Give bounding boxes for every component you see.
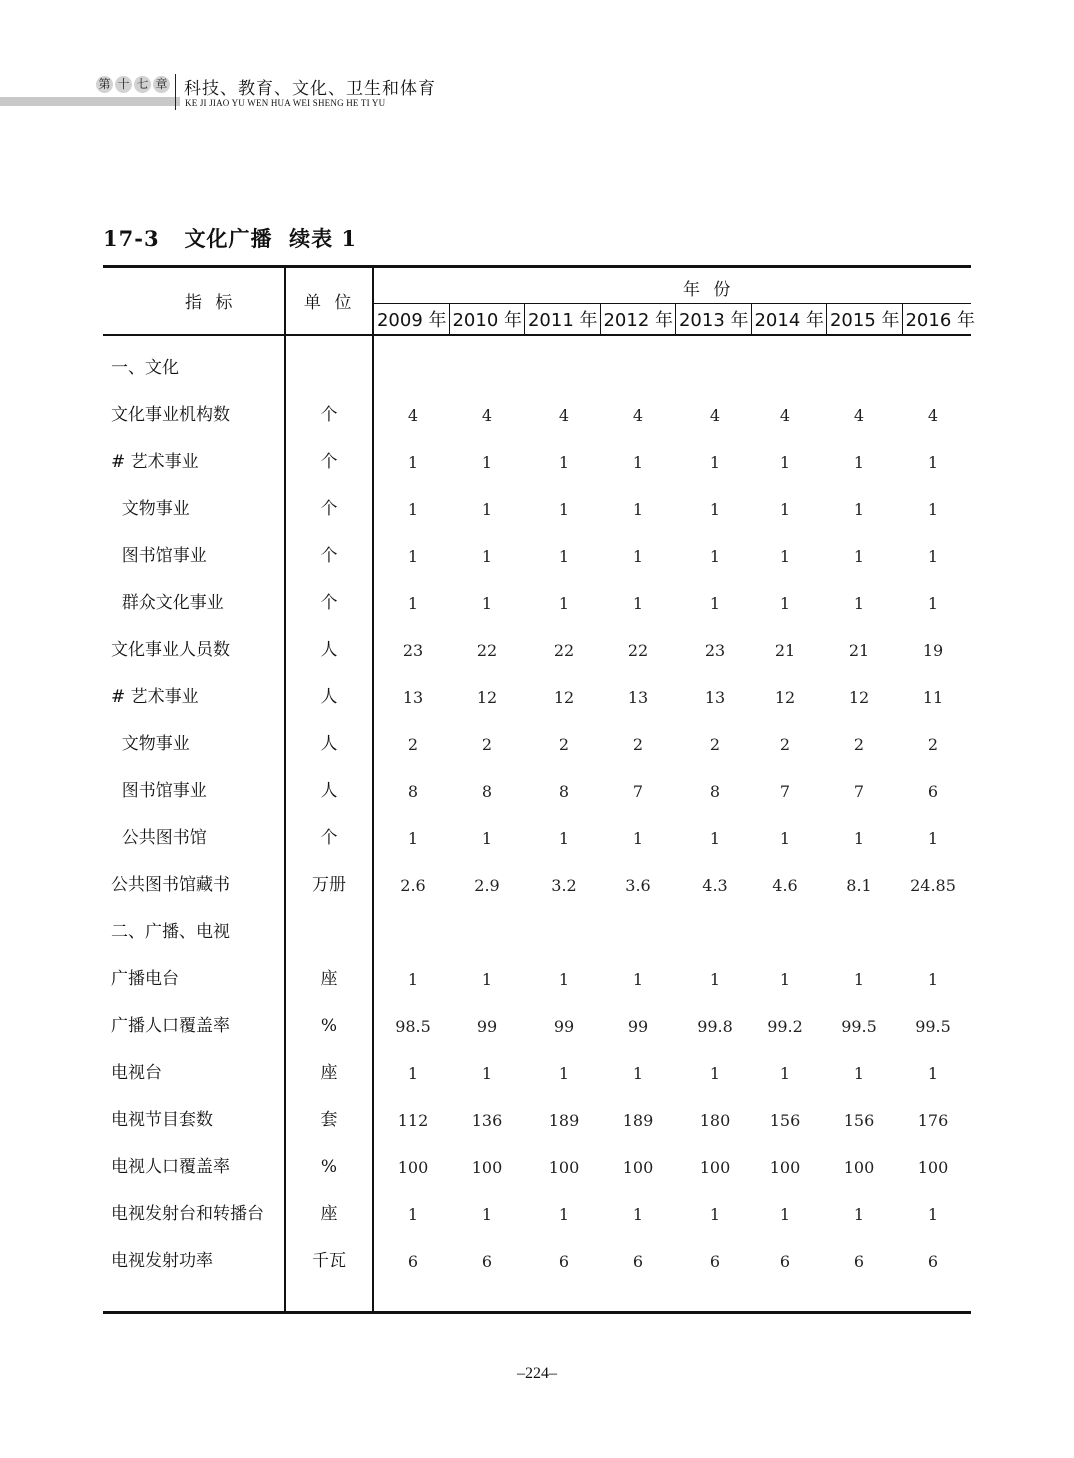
row-label: 文物事业 — [111, 734, 190, 754]
table-cell: 156 — [769, 1111, 801, 1130]
table-cell: 1 — [927, 1205, 939, 1224]
table-cell: 1 — [709, 1205, 721, 1224]
table-row — [103, 674, 971, 721]
table-cell: 1 — [558, 500, 570, 519]
indicator-header: 指 标 — [185, 293, 237, 313]
table-cell: 13 — [627, 688, 649, 707]
table-cell: 100 — [843, 1158, 875, 1177]
table-cell: 8.1 — [846, 876, 872, 895]
table-cell: 21 — [848, 641, 870, 660]
year-header: 2010 年 — [452, 310, 523, 331]
chapter-char: 第 — [96, 76, 113, 93]
table-cell: 1 — [927, 970, 939, 989]
table-cell: 99.8 — [697, 1017, 733, 1036]
table-cell: 8 — [481, 782, 493, 801]
row-unit: 人 — [320, 640, 338, 660]
table-cell: 99 — [553, 1017, 575, 1036]
unit-header: 单 位 — [304, 293, 356, 313]
table-cell: 1 — [481, 500, 493, 519]
page-number: –224– — [517, 1365, 557, 1382]
table-cell: 1 — [558, 1064, 570, 1083]
table-cell: 1 — [779, 453, 791, 472]
table-cell — [679, 909, 751, 956]
row-unit: 万册 — [312, 875, 346, 895]
table-cell: 176 — [917, 1111, 949, 1130]
table-cell: 1 — [407, 1064, 419, 1083]
table-cell: 1 — [481, 829, 493, 848]
row-unit — [285, 345, 373, 392]
table-cell: 1 — [709, 829, 721, 848]
row-unit: 座 — [320, 1204, 338, 1224]
table-cell: 13 — [704, 688, 726, 707]
row-label: 文物事业 — [111, 499, 190, 519]
table-cell: 7 — [632, 782, 644, 801]
table-cell: 12 — [476, 688, 498, 707]
row-unit: 座 — [320, 969, 338, 989]
table-cell: 1 — [709, 1064, 721, 1083]
year-header: 2012 年 — [603, 310, 674, 331]
table-cell: 1 — [779, 970, 791, 989]
table-cell: 100 — [769, 1158, 801, 1177]
row-label: 公共图书馆 — [111, 828, 207, 848]
table-cell: 1 — [779, 829, 791, 848]
table-cell: 1 — [927, 594, 939, 613]
row-label: 电视节目套数 — [111, 1110, 213, 1130]
table-cell: 4 — [779, 406, 791, 425]
table-cell: 1 — [558, 453, 570, 472]
table-cell: 6 — [779, 1252, 791, 1271]
table-cell: 8 — [407, 782, 419, 801]
table-cell: 189 — [622, 1111, 654, 1130]
row-unit: 个 — [320, 593, 338, 613]
table-cell: 156 — [843, 1111, 875, 1130]
table-cell: 1 — [853, 500, 865, 519]
table-cell: 4 — [927, 406, 939, 425]
table-cell: 1 — [407, 970, 419, 989]
table-cell: 1 — [853, 970, 865, 989]
table-cell: 4.6 — [772, 876, 798, 895]
row-label: 电视发射功率 — [111, 1251, 213, 1271]
table-cell: 1 — [709, 547, 721, 566]
table-cell: 6 — [927, 782, 939, 801]
table-cell: 6 — [709, 1252, 721, 1271]
table-row — [103, 1238, 971, 1285]
row-label: # 艺术事业 — [111, 687, 199, 707]
table-row — [103, 1144, 971, 1191]
table-row — [103, 486, 971, 533]
table-cell: 98.5 — [395, 1017, 431, 1036]
table-cell: 1 — [927, 500, 939, 519]
table-cell: 4 — [558, 406, 570, 425]
table-cell: 99.5 — [915, 1017, 951, 1036]
table-cell: 1 — [779, 1064, 791, 1083]
table-cell: 2 — [407, 735, 419, 754]
table-title: 17-3 文化广播 续表 1 — [103, 226, 358, 251]
table-cell: 6 — [558, 1252, 570, 1271]
table-cell: 22 — [476, 641, 498, 660]
table-row — [103, 392, 971, 439]
table-cell: 1 — [632, 1205, 644, 1224]
row-label: 文化事业机构数 — [111, 405, 230, 425]
table-cell — [823, 909, 895, 956]
table-cell — [528, 345, 600, 392]
row-label: 广播电台 — [111, 969, 179, 989]
year-header: 2016 年 — [905, 310, 976, 331]
table-cell: 1 — [481, 594, 493, 613]
table-cell: 1 — [632, 970, 644, 989]
table-cell: 1 — [853, 594, 865, 613]
table-cell — [602, 345, 674, 392]
table-cell: 100 — [917, 1158, 949, 1177]
table-cell: 136 — [471, 1111, 503, 1130]
table-cell: 1 — [779, 500, 791, 519]
table-row — [103, 721, 971, 768]
row-unit: 千瓦 — [312, 1251, 346, 1271]
table-cell: 1 — [481, 547, 493, 566]
chapter-char: 七 — [134, 76, 151, 93]
table-cell: 3.2 — [551, 876, 577, 895]
table-cell: 11 — [922, 688, 944, 707]
table-row — [103, 1003, 971, 1050]
table-cell: 6 — [481, 1252, 493, 1271]
row-label: 图书馆事业 — [111, 781, 207, 801]
table-cell: 22 — [553, 641, 575, 660]
table-row — [103, 956, 971, 1003]
table-cell: 8 — [709, 782, 721, 801]
table-cell: 1 — [853, 1205, 865, 1224]
table-row — [103, 580, 971, 627]
row-unit: 个 — [320, 546, 338, 566]
table-cell: 12 — [553, 688, 575, 707]
table-cell: 12 — [848, 688, 870, 707]
chapter-badge — [96, 76, 170, 93]
row-unit: 人 — [320, 781, 338, 801]
row-unit — [285, 909, 373, 956]
header-divider — [175, 74, 176, 110]
table-row — [103, 1050, 971, 1097]
row-unit: 套 — [320, 1110, 338, 1130]
table-cell: 1 — [853, 547, 865, 566]
row-unit: 个 — [320, 828, 338, 848]
table-cell — [451, 345, 523, 392]
table-cell: 1 — [853, 453, 865, 472]
table-cell — [377, 909, 449, 956]
table-cell: 100 — [397, 1158, 429, 1177]
table-row — [103, 815, 971, 862]
year-header: 2014 年 — [754, 310, 825, 331]
table-cell: 8 — [558, 782, 570, 801]
table-row — [103, 533, 971, 580]
table-cell: 1 — [481, 453, 493, 472]
header-gray-bar — [0, 97, 180, 106]
table-cell: 13 — [402, 688, 424, 707]
table-cell: 1 — [779, 594, 791, 613]
year-header: 2015 年 — [829, 310, 900, 331]
row-unit: 个 — [320, 452, 338, 472]
table-cell: 1 — [927, 1064, 939, 1083]
table-cell — [897, 345, 969, 392]
chapter-char: 十 — [115, 76, 132, 93]
year-group-header: 年 份 — [683, 280, 735, 300]
table-cell: 1 — [558, 1205, 570, 1224]
row-label: 图书馆事业 — [111, 546, 207, 566]
table-cell: 24.85 — [910, 876, 956, 895]
row-label: 一、文化 — [111, 358, 179, 378]
table-row — [103, 1191, 971, 1238]
table-cell: 1 — [779, 547, 791, 566]
table-cell: 21 — [774, 641, 796, 660]
table-cell: 19 — [922, 641, 944, 660]
table-cell: 2 — [632, 735, 644, 754]
table-cell: 7 — [853, 782, 865, 801]
table-cell: 4 — [481, 406, 493, 425]
table-cell — [528, 909, 600, 956]
table-cell: 1 — [558, 594, 570, 613]
row-unit: 座 — [320, 1063, 338, 1083]
table-cell: 4 — [407, 406, 419, 425]
table-cell: 2 — [779, 735, 791, 754]
table-cell: 1 — [407, 453, 419, 472]
table-cell: 100 — [622, 1158, 654, 1177]
table-bottom-rule — [103, 1311, 971, 1314]
table-cell: 1 — [481, 1205, 493, 1224]
row-unit: 人 — [320, 687, 338, 707]
table-cell: 1 — [632, 594, 644, 613]
year-header: 2011 年 — [527, 310, 598, 331]
row-unit: 个 — [320, 405, 338, 425]
table-cell — [749, 909, 821, 956]
row-label: 广播人口覆盖率 — [111, 1016, 230, 1036]
table-cell: 2 — [853, 735, 865, 754]
table-cell: 1 — [779, 1205, 791, 1224]
table-row — [103, 862, 971, 909]
table-cell: 1 — [558, 547, 570, 566]
table-cell: 4.3 — [702, 876, 728, 895]
table-cell: 112 — [397, 1111, 429, 1130]
table-cell: 1 — [407, 547, 419, 566]
table-top-rule — [103, 265, 971, 268]
table-cell — [377, 345, 449, 392]
row-label: 电视发射台和转播台 — [111, 1204, 264, 1224]
table-cell: 1 — [927, 547, 939, 566]
table-cell — [823, 345, 895, 392]
year-group-rule — [372, 303, 971, 304]
table-cell: 2.6 — [400, 876, 426, 895]
row-label: 文化事业人员数 — [111, 640, 230, 660]
table-cell: 2 — [481, 735, 493, 754]
table-cell: 1 — [632, 829, 644, 848]
year-header: 2009 年 — [376, 310, 447, 331]
table-row — [103, 1097, 971, 1144]
table-cell: 4 — [709, 406, 721, 425]
table-cell: 1 — [709, 453, 721, 472]
table-cell: 4 — [853, 406, 865, 425]
table-cell: 1 — [407, 594, 419, 613]
table-cell: 7 — [779, 782, 791, 801]
row-unit: 人 — [320, 734, 338, 754]
table-cell: 4 — [632, 406, 644, 425]
table-cell: 3.6 — [625, 876, 651, 895]
table-cell: 2 — [558, 735, 570, 754]
table-cell: 2.9 — [474, 876, 500, 895]
table-cell: 189 — [548, 1111, 580, 1130]
row-unit: % — [320, 1157, 338, 1177]
table-cell: 100 — [471, 1158, 503, 1177]
table-cell: 1 — [558, 829, 570, 848]
table-cell: 1 — [481, 1064, 493, 1083]
table-cell: 2 — [927, 735, 939, 754]
year-header: 2013 年 — [678, 310, 749, 331]
row-label: # 艺术事业 — [111, 452, 199, 472]
chapter-title: 科技、教育、文化、卫生和体育 — [184, 79, 436, 99]
row-label: 群众文化事业 — [111, 593, 224, 613]
table-cell: 12 — [774, 688, 796, 707]
table-cell: 1 — [632, 500, 644, 519]
table-cell: 1 — [481, 970, 493, 989]
table-cell: 1 — [632, 453, 644, 472]
table-cell: 23 — [402, 641, 424, 660]
table-cell: 6 — [632, 1252, 644, 1271]
table-cell — [602, 909, 674, 956]
table-cell: 1 — [927, 829, 939, 848]
table-cell: 1 — [632, 547, 644, 566]
row-unit: % — [320, 1016, 338, 1036]
row-label: 电视台 — [111, 1063, 162, 1083]
table-row — [103, 439, 971, 486]
table-cell: 2 — [709, 735, 721, 754]
table-cell — [897, 909, 969, 956]
table-cell: 23 — [704, 641, 726, 660]
table-cell: 1 — [709, 594, 721, 613]
table-cell: 1 — [709, 970, 721, 989]
table-cell: 1 — [407, 1205, 419, 1224]
table-cell: 99 — [476, 1017, 498, 1036]
table-cell: 180 — [699, 1111, 731, 1130]
table-cell: 1 — [927, 453, 939, 472]
table-cell: 1 — [709, 500, 721, 519]
table-cell: 1 — [407, 829, 419, 848]
table-cell: 1 — [407, 500, 419, 519]
table-row — [103, 768, 971, 815]
table-cell: 100 — [699, 1158, 731, 1177]
table-cell: 6 — [407, 1252, 419, 1271]
row-label: 二、广播、电视 — [111, 922, 230, 942]
table-cell: 99.2 — [767, 1017, 803, 1036]
table-cell: 22 — [627, 641, 649, 660]
table-row — [103, 345, 971, 392]
row-label: 电视人口覆盖率 — [111, 1157, 230, 1177]
chapter-char: 章 — [153, 76, 170, 93]
table-cell: 6 — [853, 1252, 865, 1271]
table-cell: 1 — [853, 1064, 865, 1083]
table-cell: 100 — [548, 1158, 580, 1177]
row-label: 公共图书馆藏书 — [111, 875, 230, 895]
table-cell: 6 — [927, 1252, 939, 1271]
chapter-subtitle: KE JI JIAO YU WEN HUA WEI SHENG HE TI YU — [185, 98, 386, 108]
table-cell: 1 — [853, 829, 865, 848]
table-cell: 1 — [558, 970, 570, 989]
table-cell: 99.5 — [841, 1017, 877, 1036]
table-row — [103, 627, 971, 674]
table-cell: 99 — [627, 1017, 649, 1036]
table-row — [103, 909, 971, 956]
table-cell — [451, 909, 523, 956]
table-cell — [679, 345, 751, 392]
row-unit: 个 — [320, 499, 338, 519]
table-cell: 1 — [632, 1064, 644, 1083]
table-cell — [749, 345, 821, 392]
